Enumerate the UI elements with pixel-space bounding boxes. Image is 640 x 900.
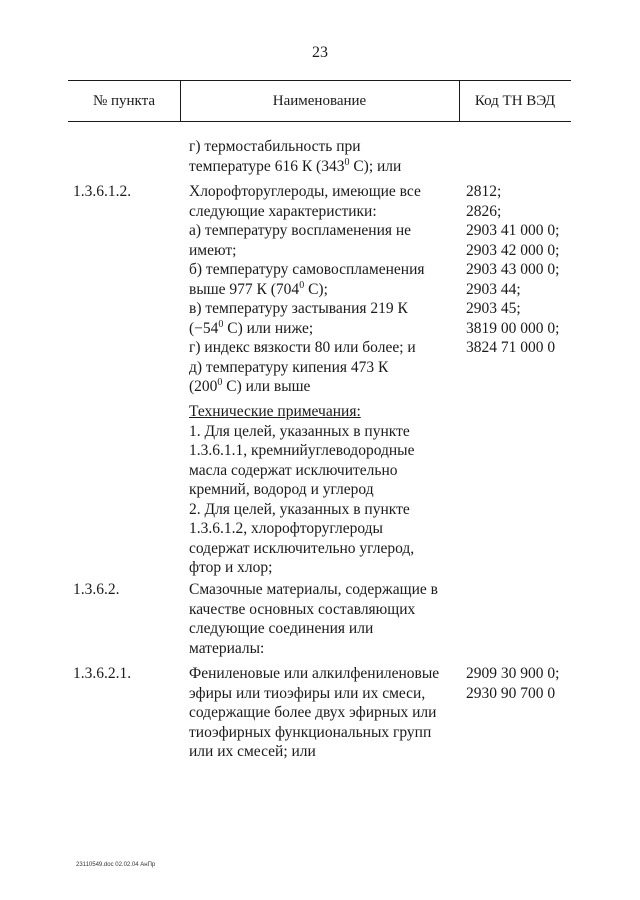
text-line: г) индекс вязкости 80 или более; и <box>189 339 416 356</box>
header-item-number: № пункта <box>92 93 156 109</box>
row-continuation-name <box>189 137 459 176</box>
code-line: 3824 71 000 0 <box>466 339 556 356</box>
item-name-1-3-6-1-2 <box>189 182 459 397</box>
code-line: 3819 00 000 0; <box>466 319 560 337</box>
text-line: эфиры или тиоэфиры или их смеси, <box>189 684 426 702</box>
text-line: Хлорофторуглероды, имеющие все <box>189 183 421 200</box>
text-line: температуре 616 К ($343^0$ С); или <box>189 156 402 175</box>
table-header-bottom-rule <box>68 121 571 122</box>
code-line: 2903 42 000 0; <box>466 241 560 259</box>
item-number-1-3-6-1-2: 1.3.6.1.2. <box>73 183 132 200</box>
text-line: тиоэфирных функциональных групп <box>189 723 432 741</box>
text-line: содержат исключительно углерод, <box>189 539 415 557</box>
header-name: Наименование <box>272 93 367 109</box>
code-line: 2903 45; <box>466 300 521 317</box>
page-number: 23 <box>312 44 328 61</box>
text-line: б) температуру самовоспламенения <box>189 261 425 278</box>
text-line: фтор и хлор; <box>189 559 273 576</box>
text-line: д) температуру кипения 473 К <box>189 358 389 376</box>
text-line: имеют; <box>189 241 237 259</box>
item-number-1-3-6-2: 1.3.6.2. <box>73 581 120 598</box>
header-code: Код ТН ВЭД <box>474 93 556 109</box>
text-line: Фениленовые или алкилфениленовые <box>189 665 440 682</box>
text-line: ($-54^0$ С) или ниже; <box>189 318 314 337</box>
text-line: 2. Для целей, указанных в пункте <box>189 500 410 518</box>
text-line: а) температуру воспламенения не <box>189 222 412 239</box>
text-line: ($200^0$ С) или выше <box>189 376 311 395</box>
text-line: в) температуру застывания 219 К <box>189 300 408 317</box>
code-line: 2812; <box>466 183 502 200</box>
text-line: следующие характеристики: <box>189 202 377 220</box>
text-line: 1.3.6.1.2, хлорофторуглероды <box>189 520 383 537</box>
text-line: или их смесей; или <box>189 743 316 760</box>
table-top-rule <box>68 80 571 81</box>
technical-notes <box>189 402 459 578</box>
code-line: 2903 43 000 0; <box>466 261 560 278</box>
text-line: материалы: <box>189 639 265 657</box>
item-number-1-3-6-2-1: 1.3.6.2.1. <box>73 665 132 682</box>
technical-notes-heading: Технические примечания: <box>189 403 361 420</box>
item-codes-1-3-6-1-2 <box>466 182 576 358</box>
text-line: следующие соединения или <box>189 620 374 637</box>
item-name-1-3-6-2-1 <box>189 664 459 762</box>
text-line: качестве основных составляющих <box>189 600 416 618</box>
item-name-1-3-6-2 <box>189 580 459 658</box>
code-line: 2826; <box>466 202 502 220</box>
text-line: масла содержат исключительно <box>189 461 398 479</box>
document-footer: 23110549.doc 02.02.04 АнПр <box>76 862 156 868</box>
text-line: кремний, водород и углерод <box>189 481 374 498</box>
code-line: 2903 44; <box>466 280 521 298</box>
text-line: выше 977 К ($704^0$ С); <box>189 279 328 298</box>
text-line: 1. Для целей, указанных в пункте <box>189 422 410 440</box>
code-line: 2909 30 900 0; <box>466 665 560 682</box>
text-line: Смазочные материалы, содержащие в <box>189 581 438 598</box>
text-line: г) термостабильность при <box>189 138 361 155</box>
code-line: 2930 90 700 0 <box>466 684 556 702</box>
text-line: содержащие более двух эфирных или <box>189 704 437 721</box>
text-line: 1.3.6.1.1, кремнийуглеводородные <box>189 442 415 459</box>
item-codes-1-3-6-2-1 <box>466 664 576 703</box>
code-line: 2903 41 000 0; <box>466 222 560 239</box>
